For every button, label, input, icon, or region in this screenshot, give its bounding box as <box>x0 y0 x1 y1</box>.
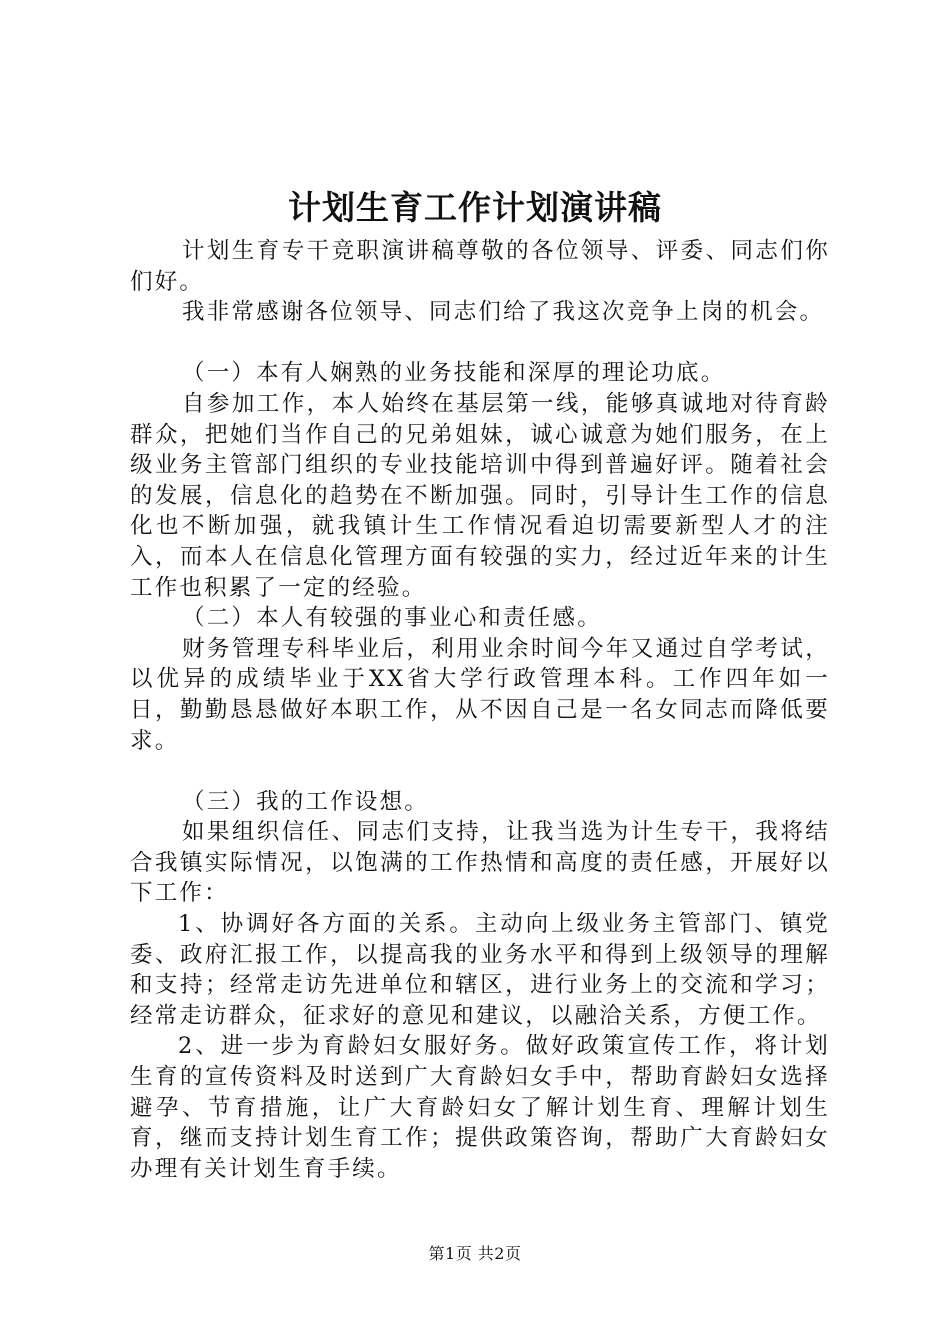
list-item-1: 1、协调好各方面的关系。主动向上级业务主管部门、镇党委、政府汇报工作，以提高我的业务水平和得到上级领导的理解和支持；经常走访先进单位和辖区，进行业务上的交流和学习；经常走访群众，征求好的意见和建议，以融洽关系，方便工作。 <box>130 911 830 1029</box>
section-heading-2: （二）本人有较强的事业心和责任感。 <box>182 605 602 632</box>
section-heading-3: （三）我的工作设想。 <box>182 788 430 815</box>
paragraph-section-3: 如果组织信任、同志们支持，让我当选为计生专干，我将结合我镇实际情况，以饱满的工作热情和高度的责任感，开展好以下工作： <box>130 819 830 907</box>
section-heading-1: （一）本有人娴熟的业务技能和深厚的理论功底。 <box>182 360 726 387</box>
paragraph-section-1: 自参加工作，本人始终在基层第一线，能够真诚地对待育龄群众，把她们当作自己的兄弟姐妹，诚心诚意为她们服务，在上级业务主管部门组织的专业技能培训中得到普遍好评。随着社会的发展，信息化的趋势在不断加强。同时，引导计生工作的信息化也不断加强，就我镇计生工作情况看迫切需要新型人才的注入，而本人在信息化管理方面有较强的实力，经过近年来的计生工作也积累了一定的经验。 <box>130 390 830 601</box>
paragraph-thanks: 我非常感谢各位领导、同志们给了我这次竞争上岗的机会。 <box>182 299 825 326</box>
paragraph-greeting: 计划生育专干竞职演讲稿尊敬的各位领导、评委、同志们你们好。 <box>130 238 830 295</box>
list-item-2: 2、进一步为育龄妇女服好务。做好政策宣传工作，将计划生育的宣传资料及时送到广大育龄妇女手中，帮助育龄妇女选择避孕、节育措施，让广大育龄妇女了解计划生育、理解计划生育，继而支持计划生育工作；提供政策咨询，帮助广大育龄妇女办理有关计划生育手续。 <box>130 1033 830 1182</box>
document-body <box>130 236 830 1184</box>
document-title: 计划生育工作计划演讲稿 <box>288 188 662 227</box>
paragraph-section-2: 财务管理专科毕业后，利用业余时间今年又通过自学考试，以优异的成绩毕业于XX省大学行政管理本科。工作四年如一日，勤勤恳恳做好本职工作，从不因自己是一名女同志而降低要求。 <box>130 635 830 754</box>
page-footer: 第1页 共2页 <box>428 1244 522 1263</box>
